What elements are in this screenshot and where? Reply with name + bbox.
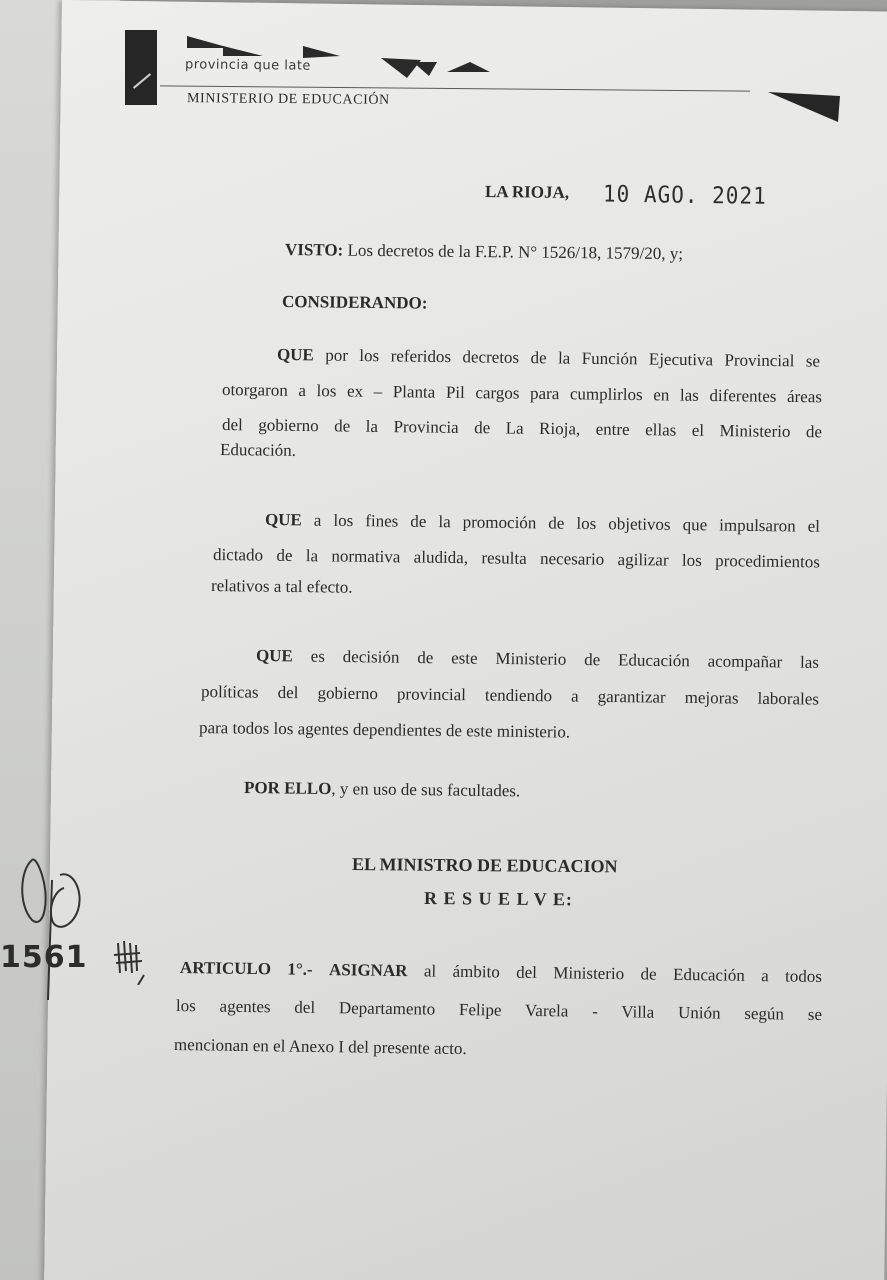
articulo1-label: ARTICULO 1°.- (179, 958, 313, 979)
que1-text1: por los referidos decretos de la Función Ejecutiva Provincial se (325, 345, 821, 371)
handwritten-number: 1561 (0, 940, 88, 975)
articulo1-verb: ASIGNAR (328, 960, 408, 981)
handwritten-initials-icon (12, 850, 87, 1000)
date-stamp: 10 AGO. 2021 (602, 180, 767, 210)
province-tagline: provincia que late (184, 57, 312, 74)
que1-keyword: QUE (276, 345, 314, 365)
visto-line (285, 240, 683, 264)
por-ello-text: , y en uso de sus facultades. (331, 779, 521, 801)
articulo1-line3: mencionan en el Anexo I del presente acto. (173, 1035, 467, 1059)
por-ello-line (244, 778, 520, 801)
que2-line2: dictado de la normativa aludida, resulta necesario agilizar los procedimientos (212, 545, 821, 572)
ministry-header: MINISTERIO DE EDUCACIÓN (186, 91, 390, 108)
visto-label: VISTO: (284, 240, 344, 260)
date-place: LA RIOJA, (484, 182, 570, 202)
ink-scribble-icon (110, 935, 155, 985)
articulo1-text1: al ámbito del Ministerio de Educación a todos (423, 961, 823, 986)
que3-line3: para todos los agentes dependientes de este ministerio. (198, 718, 571, 742)
que2-text1: a los fines de la promoción de los objetivos que impulsaron el (313, 510, 821, 536)
articulo1-line2: los agentes del Departamento Felipe Varela - Villa Unión según se (175, 996, 823, 1025)
por-ello-keyword: POR ELLO (243, 778, 332, 799)
que3-text1: es decisión de este Ministerio de Educación acompañar las (310, 646, 820, 672)
visto-text: Los decretos de la F.E.P. N° 1526/18, 1579/20, y; (347, 240, 684, 264)
que2-keyword: QUE (264, 510, 302, 530)
que1-line4: Educación. (219, 440, 297, 460)
logo-bar-icon (125, 30, 157, 105)
que3-keyword: QUE (255, 646, 293, 666)
que1-line3: del gobierno de la Provincia de La Rioja, entre ellas el Ministerio de (221, 415, 823, 442)
ministro-title: EL MINISTRO DE EDUCACION (351, 854, 618, 877)
que3-line2: políticas del gobierno provincial tendiendo a garantizar mejoras laborales (200, 682, 820, 709)
corner-logo-icon (768, 92, 840, 124)
que1-line2: otorgaron a los ex – Planta Pil cargos para cumplirlos en las diferentes áreas (221, 380, 823, 407)
resuelve-label: R E S U E L V E: (423, 888, 573, 910)
que2-line3: relativos a tal efecto. (210, 576, 353, 597)
considerando-label: CONSIDERANDO: (281, 292, 428, 313)
